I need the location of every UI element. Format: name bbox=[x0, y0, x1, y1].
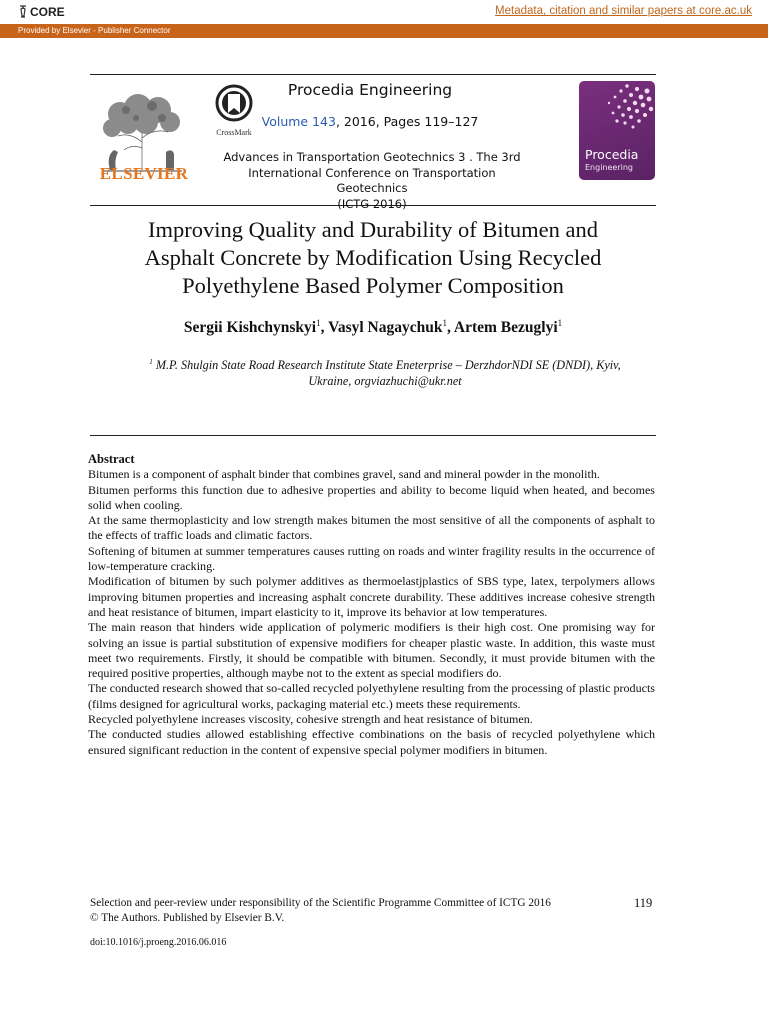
abstract-heading: Abstract bbox=[88, 452, 135, 466]
abstract-rule bbox=[90, 435, 656, 436]
abstract-paragraph: The conducted research showed that so-called recycled polyethylene resulting from the processing of plastic products (films designed for agricultural works, packaging material etc.) meets these requirements. bbox=[88, 681, 655, 711]
provider-text: Provided by Elsevier - Publisher Connector bbox=[18, 26, 171, 35]
elsevier-wordmark: ELSEVIER bbox=[99, 164, 189, 183]
author-name: Vasyl Nagaychuk bbox=[328, 319, 443, 337]
core-top-bar bbox=[0, 0, 768, 24]
volume-line bbox=[240, 114, 500, 129]
author-affiliation-mark: 1 bbox=[442, 318, 447, 328]
author-affiliation-mark: 1 bbox=[557, 318, 563, 328]
core-logo[interactable] bbox=[18, 5, 65, 19]
title-line: Asphalt Concrete by Modification Using Recycled bbox=[144, 245, 602, 270]
title-line: Polyethylene Based Polymer Composition bbox=[182, 273, 564, 298]
author-separator: , bbox=[446, 319, 454, 337]
author-affiliation-mark: 1 bbox=[316, 318, 321, 328]
core-logo-text: CORE bbox=[30, 5, 65, 19]
footer-note bbox=[90, 896, 630, 926]
doi-link[interactable]: doi:10.1016/j.proeng.2016.06.016 bbox=[90, 937, 227, 948]
abstract-paragraph: Bitumen is a component of asphalt binder that combines gravel, sand and mineral powder in the monolith. bbox=[88, 467, 600, 482]
copyright-line: © The Authors. Published by Elsevier B.V. bbox=[90, 912, 285, 924]
crossmark-label: CrossMark bbox=[216, 128, 252, 137]
author-name: Sergii Kishchynskyi bbox=[183, 319, 317, 337]
paper-title bbox=[90, 216, 656, 300]
procedia-cover-image bbox=[579, 81, 655, 180]
conference-line: International Conference on Transportation Geotechnics bbox=[248, 165, 496, 195]
abstract-paragraph: The conducted studies allowed establishing effective combinations on the basis of recycled polyethylene which ensured significant reduction in the content of expensive special polymer modifiers in bitumen. bbox=[88, 727, 655, 757]
author-name: Artem Bezuglyi bbox=[453, 319, 558, 337]
conference-info bbox=[222, 150, 522, 212]
affiliation-mark: 1 bbox=[149, 358, 153, 366]
conference-line: Advances in Transportation Geotechnics 3 . The 3rd bbox=[223, 150, 521, 164]
volume-link[interactable]: Volume 143 bbox=[261, 114, 336, 129]
author-list bbox=[90, 318, 656, 337]
page-number: 119 bbox=[634, 896, 653, 910]
peer-review-line: Selection and peer-review under responsibility of the Scientific Programme Committee of ICTG 2016 bbox=[90, 897, 551, 909]
abstract-paragraph: Softening of bitumen at summer temperatures causes rutting on roads and winter fragility results in the occurrence of low-temperature cracking. bbox=[88, 543, 655, 574]
journal-name: Procedia Engineering bbox=[287, 81, 453, 99]
abstract-paragraph: At the same thermoplasticity and low strength makes bitumen the most sensitive of all the components of asphalt to the effects of traffic loads and climatic factors. bbox=[88, 513, 655, 543]
abstract-paragraph: Recycled polyethylene increases viscosity, cohesive strength and heat resistance of bitumen. bbox=[88, 712, 533, 727]
crossmark-badge[interactable] bbox=[212, 84, 256, 137]
cover-subtitle: Engineering bbox=[585, 163, 633, 172]
abstract-paragraph: The main reason that hinders wide application of polymeric modifiers is their high cost. One promising way for solving an issue is partial substitution of expensive modifiers for cheaper plastic waste. In addition, this waste must meet two requirements. Firstly, it should be compatible with bitumen. Secondly, it must provide bitumen with the required positive properties, although maybe not to the extent as special modifiers do. bbox=[88, 620, 655, 681]
abstract-section bbox=[88, 452, 655, 758]
volume-pages: , 2016, Pages 119–127 bbox=[335, 114, 479, 129]
author-separator: , bbox=[320, 319, 329, 337]
conference-line: (ICTG 2016) bbox=[337, 196, 407, 211]
core-metadata-link[interactable]: Metadata, citation and similar papers at core.ac.uk bbox=[495, 5, 752, 17]
affiliation bbox=[112, 354, 658, 389]
core-logo-icon bbox=[18, 5, 28, 19]
title-line: Improving Quality and Durability of Bitumen and bbox=[148, 217, 598, 242]
affiliation-line: Ukraine, orgviazhuchi@ukr.net bbox=[308, 374, 462, 389]
abstract-paragraph: Modification of bitumen by such polymer additives as thermoelastjplastics of SBS type, latex, terpolymers allows improving bitumen properties and increasing asphalt concrete durability. These additives increase cohesive strength and heat resistance of bitumen, impart elasticity to it, improve its behavior at low temperatures. bbox=[88, 574, 655, 619]
affiliation-line: M.P. Shulgin State Road Research Institute State Eneterprise – DerzhdorNDI SE (DNDI), Kyiv, bbox=[152, 358, 621, 373]
cover-title: Procedia bbox=[585, 147, 639, 162]
cover-dots-icon bbox=[579, 81, 655, 141]
header-top-rule bbox=[90, 74, 656, 75]
provider-bar bbox=[0, 24, 768, 38]
abstract-paragraph: Bitumen performs this function due to adhesive properties and ability to become liquid when heated, and becomes solid when cooling. bbox=[88, 482, 655, 512]
